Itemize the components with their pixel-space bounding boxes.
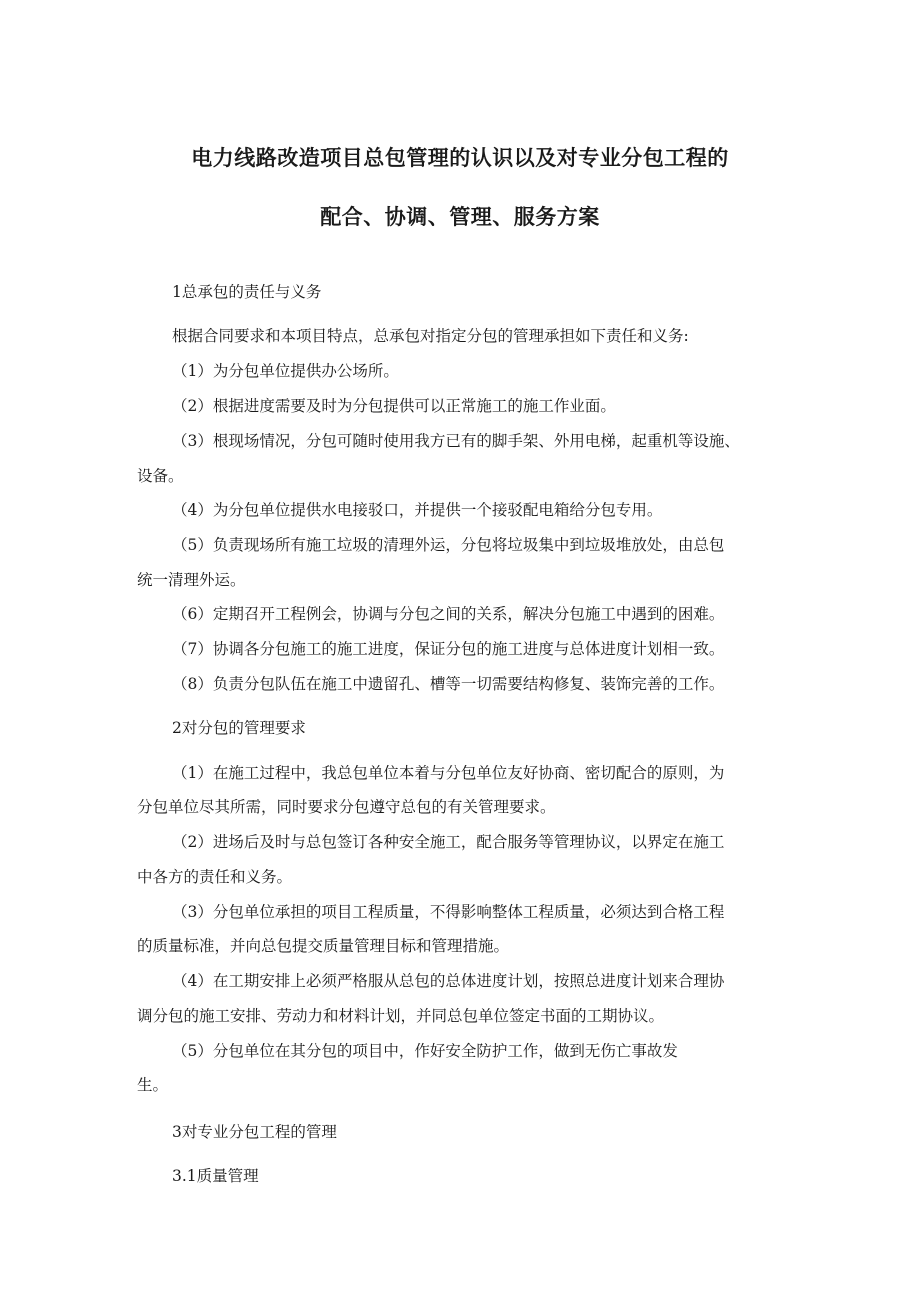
section-1-item-7: （7）协调各分包施工的施工进度，保证分包的施工进度与总体进度计划相一致。 bbox=[172, 640, 725, 658]
section-2-item-4-cont: 调分包的施工安排、劳动力和材料计划，并同总包单位签定书面的工期协议。 bbox=[137, 1007, 665, 1025]
section-1-item-6: （6）定期召开工程例会，协调与分包之间的关系，解决分包施工中遇到的困难。 bbox=[172, 605, 725, 623]
document-title-line-1: 电力线路改造项目总包管理的认识以及对专业分包工程的 bbox=[191, 146, 729, 170]
section-2-item-5: （5）分包单位在其分包的项目中，作好安全防护工作，做到无伤亡事故发 bbox=[172, 1042, 678, 1060]
section-2-item-2-cont: 中各方的责任和义务。 bbox=[137, 868, 293, 886]
section-2-item-1-cont: 分包单位尽其所需，同时要求分包遵守总包的有关管理要求。 bbox=[137, 798, 556, 816]
section-1-item-3-cont: 设备。 bbox=[137, 467, 184, 485]
section-3-1-heading: 3.1质量管理 bbox=[172, 1167, 259, 1185]
section-1-item-2: （2）根据进度需要及时为分包提供可以正常施工的施工作业面。 bbox=[172, 397, 616, 415]
section-1-intro: 根据合同要求和本项目特点，总承包对指定分包的管理承担如下责任和义务: bbox=[172, 327, 689, 345]
section-1-heading: 1总承包的责任与义务 bbox=[172, 283, 322, 301]
section-2-item-5-cont: 生。 bbox=[137, 1076, 169, 1094]
section-1-item-5: （5）负责现场所有施工垃圾的清理外运，分包将垃圾集中到垃圾堆放处，由总包 bbox=[172, 536, 725, 554]
section-2-item-3-cont: 的质量标准，并向总包提交质量管理目标和管理措施。 bbox=[137, 937, 510, 955]
section-1-item-1: （1）为分包单位提供办公场所。 bbox=[172, 362, 399, 380]
section-3-heading: 3对专业分包工程的管理 bbox=[172, 1123, 337, 1141]
section-1-item-4: （4）为分包单位提供水电接驳口，并提供一个接驳配电箱给分包专用。 bbox=[172, 501, 663, 519]
section-2-item-3: （3）分包单位承担的项目工程质量，不得影响整体工程质量，必须达到合格工程 bbox=[172, 903, 725, 921]
section-1-item-8: （8）负责分包队伍在施工中遗留孔、槽等一切需要结构修复、装饰完善的工作。 bbox=[172, 675, 725, 693]
section-1-item-3: （3）根现场情况，分包可随时使用我方已有的脚手架、外用电梯，起重机等设施、 bbox=[172, 432, 740, 450]
section-2-item-1: （1）在施工过程中，我总包单位本着与分包单位友好协商、密切配合的原则，为 bbox=[172, 764, 725, 782]
section-1-item-5-cont: 统一清理外运。 bbox=[137, 571, 246, 589]
section-2-item-2: （2）进场后及时与总包签订各种安全施工，配合服务等管理协议，以界定在施工 bbox=[172, 833, 725, 851]
document-title-line-2: 配合、协调、管理、服务方案 bbox=[320, 205, 600, 229]
section-2-heading: 2对分包的管理要求 bbox=[172, 719, 306, 737]
section-2-item-4: （4）在工期安排上必须严格服从总包的总体进度计划，按照总进度计划来合理协 bbox=[172, 972, 725, 990]
